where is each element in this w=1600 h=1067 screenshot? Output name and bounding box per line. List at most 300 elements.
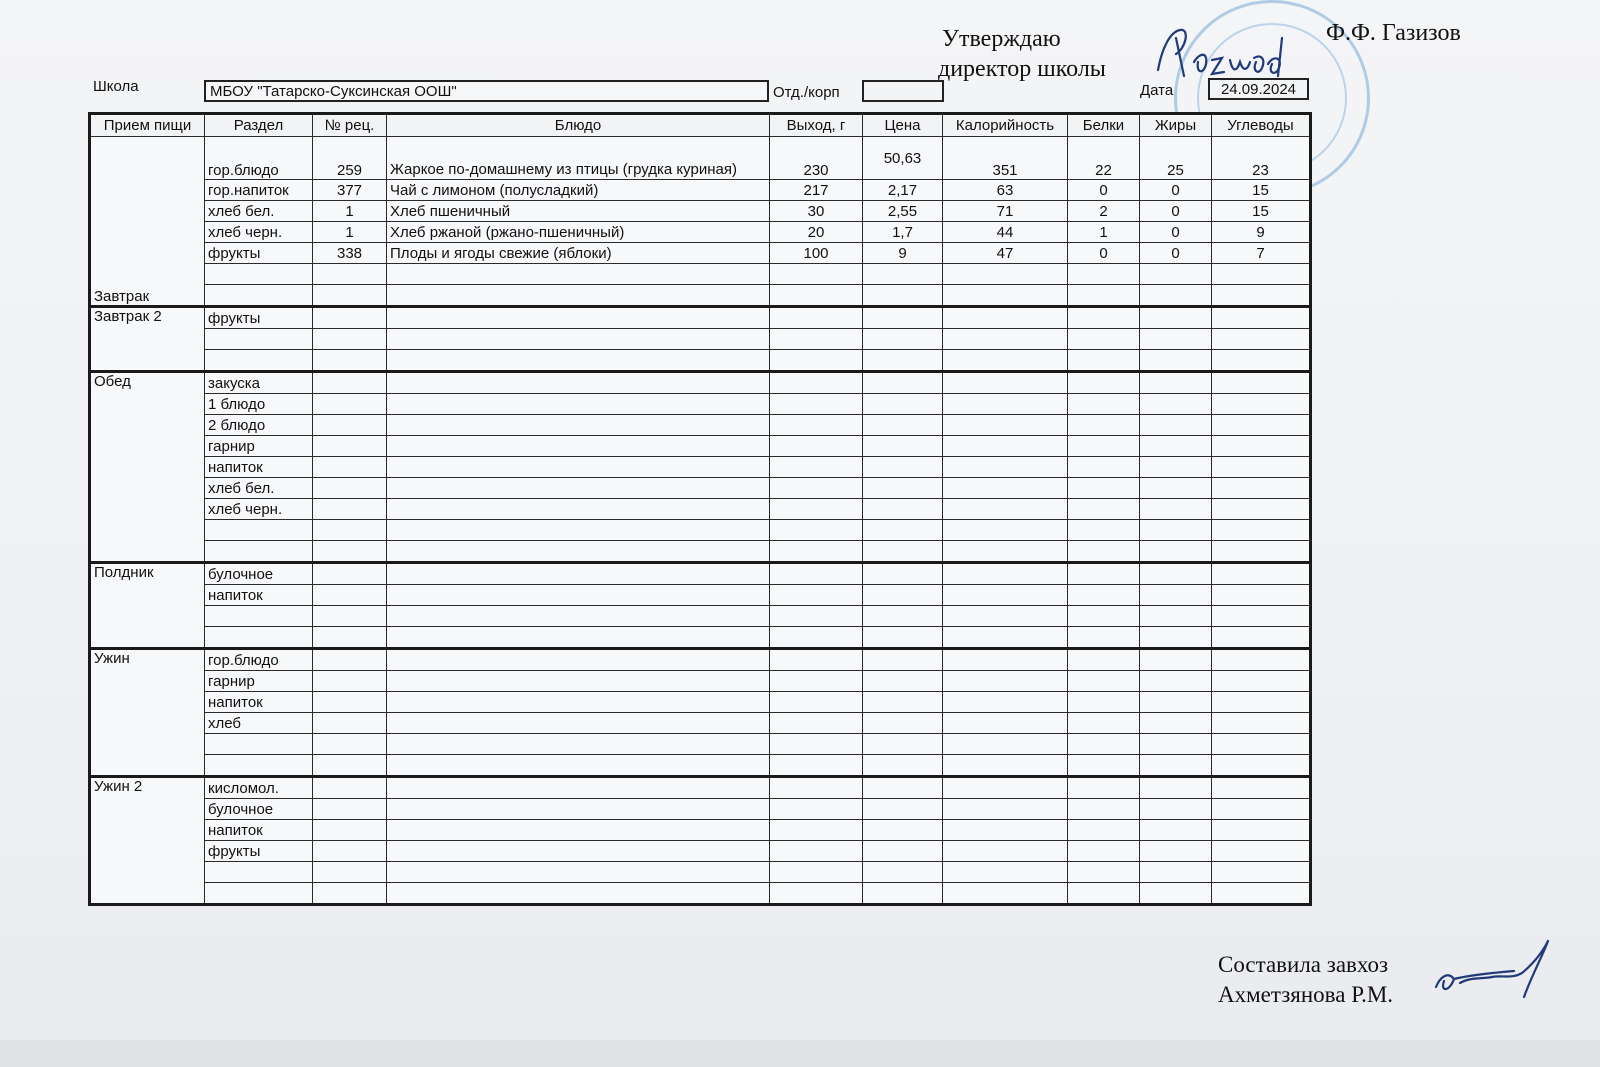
cell-protein: [1068, 457, 1140, 478]
cell-price: [863, 799, 943, 820]
table-row: [90, 222, 1311, 243]
cell-yield: [770, 457, 863, 478]
cell-protein: [1068, 394, 1140, 415]
cell-fat: [1140, 799, 1212, 820]
cell-section: хлеб бел.: [205, 201, 313, 222]
cell-price: [863, 372, 943, 394]
cell-protein: [1068, 671, 1140, 692]
header-recipe: № рец.: [313, 114, 387, 137]
cell-dish: [387, 820, 770, 841]
cell-yield: [770, 285, 863, 307]
cell-protein: [1068, 713, 1140, 734]
cell-recipe: [313, 350, 387, 372]
cell-yield: [770, 734, 863, 755]
compiler-name: Ахметзянова Р.М.: [1218, 982, 1394, 1007]
cell-fat: [1140, 394, 1212, 415]
cell-section: [205, 862, 313, 883]
cell-recipe: [313, 394, 387, 415]
cell-yield: [770, 585, 863, 606]
meal-name-cell: Полдник: [90, 563, 205, 649]
table-row: [90, 285, 1311, 307]
cell-protein: [1068, 415, 1140, 436]
compiler-signature: [1430, 935, 1560, 1005]
cell-dish: [387, 415, 770, 436]
cell-dish: [387, 585, 770, 606]
cell-yield: [770, 883, 863, 905]
cell-carbs: [1212, 627, 1311, 649]
cell-section: [205, 285, 313, 307]
cell-recipe: [313, 627, 387, 649]
cell-carbs: [1212, 520, 1311, 541]
cell-section: гор.напиток: [205, 180, 313, 201]
cell-fat: [1140, 350, 1212, 372]
cell-recipe: [313, 585, 387, 606]
cell-price: [863, 457, 943, 478]
cell-carbs: [1212, 841, 1311, 862]
cell-recipe: [313, 649, 387, 671]
cell-kcal: 44: [943, 222, 1068, 243]
cell-section: [205, 883, 313, 905]
cell-fat: 0: [1140, 222, 1212, 243]
cell-carbs: 9: [1212, 222, 1311, 243]
cell-recipe: [313, 777, 387, 799]
meal-name-cell: Ужин: [90, 649, 205, 777]
cell-kcal: [943, 862, 1068, 883]
header-meal: Прием пищи: [90, 114, 205, 137]
cell-kcal: [943, 713, 1068, 734]
cell-carbs: [1212, 606, 1311, 627]
cell-dish: [387, 671, 770, 692]
cell-yield: [770, 627, 863, 649]
cell-kcal: [943, 563, 1068, 585]
cell-section: хлеб: [205, 713, 313, 734]
header-yield: Выход, г: [770, 114, 863, 137]
cell-fat: [1140, 285, 1212, 307]
cell-fat: [1140, 820, 1212, 841]
cell-kcal: [943, 627, 1068, 649]
cell-section: напиток: [205, 585, 313, 606]
cell-dish: [387, 734, 770, 755]
table-row: [90, 606, 1311, 627]
cell-carbs: [1212, 478, 1311, 499]
cell-dish: [387, 436, 770, 457]
approval-name: Ф.Ф. Газизов: [1326, 20, 1461, 46]
table-row: [90, 692, 1311, 713]
cell-carbs: [1212, 350, 1311, 372]
cell-fat: [1140, 862, 1212, 883]
cell-yield: [770, 563, 863, 585]
cell-section: гарнир: [205, 671, 313, 692]
cell-carbs: [1212, 264, 1311, 285]
cell-protein: [1068, 329, 1140, 350]
cell-price: [863, 755, 943, 777]
cell-section: булочное: [205, 799, 313, 820]
cell-kcal: [943, 777, 1068, 799]
cell-yield: [770, 350, 863, 372]
cell-section: [205, 627, 313, 649]
cell-protein: [1068, 841, 1140, 862]
cell-recipe: [313, 862, 387, 883]
cell-fat: [1140, 734, 1212, 755]
table-row: [90, 499, 1311, 520]
cell-fat: [1140, 777, 1212, 799]
cell-carbs: 15: [1212, 201, 1311, 222]
cell-fat: [1140, 563, 1212, 585]
table-row: [90, 734, 1311, 755]
cell-price: [863, 285, 943, 307]
cell-kcal: 63: [943, 180, 1068, 201]
cell-fat: [1140, 478, 1212, 499]
cell-price: [863, 585, 943, 606]
cell-carbs: 23: [1212, 137, 1311, 180]
cell-kcal: [943, 329, 1068, 350]
cell-dish: [387, 799, 770, 820]
cell-section: [205, 734, 313, 755]
cell-yield: [770, 415, 863, 436]
cell-recipe: 338: [313, 243, 387, 264]
header-section: Раздел: [205, 114, 313, 137]
cell-yield: 230: [770, 137, 863, 180]
cell-price: [863, 692, 943, 713]
table-row: [90, 585, 1311, 606]
cell-recipe: [313, 841, 387, 862]
cell-carbs: [1212, 713, 1311, 734]
cell-kcal: [943, 372, 1068, 394]
table-row: [90, 350, 1311, 372]
cell-carbs: [1212, 541, 1311, 563]
cell-protein: [1068, 799, 1140, 820]
table-row: [90, 243, 1311, 264]
header-dish: Блюдо: [387, 114, 770, 137]
cell-recipe: [313, 329, 387, 350]
table-row: [90, 329, 1311, 350]
cell-protein: [1068, 627, 1140, 649]
cell-protein: [1068, 883, 1140, 905]
cell-kcal: [943, 436, 1068, 457]
cell-dish: [387, 307, 770, 329]
cell-fat: [1140, 649, 1212, 671]
table-row: [90, 671, 1311, 692]
cell-protein: [1068, 520, 1140, 541]
cell-dish: [387, 457, 770, 478]
cell-fat: [1140, 372, 1212, 394]
cell-fat: [1140, 585, 1212, 606]
cell-yield: [770, 820, 863, 841]
cell-yield: [770, 671, 863, 692]
cell-fat: 0: [1140, 180, 1212, 201]
cell-section: кисломол.: [205, 777, 313, 799]
cell-dish: [387, 329, 770, 350]
cell-price: [863, 883, 943, 905]
table-row: [90, 394, 1311, 415]
cell-protein: [1068, 436, 1140, 457]
cell-yield: [770, 755, 863, 777]
cell-section: напиток: [205, 820, 313, 841]
cell-recipe: [313, 563, 387, 585]
meal-name-cell: Завтрак: [90, 137, 205, 307]
cell-section: [205, 329, 313, 350]
cell-protein: [1068, 478, 1140, 499]
cell-section: гор.блюдо: [205, 137, 313, 180]
cell-dish: [387, 394, 770, 415]
cell-carbs: 7: [1212, 243, 1311, 264]
cell-carbs: [1212, 883, 1311, 905]
cell-recipe: 1: [313, 222, 387, 243]
cell-price: [863, 520, 943, 541]
cell-fat: [1140, 713, 1212, 734]
date-label: Дата: [1140, 82, 1174, 99]
cell-fat: 0: [1140, 201, 1212, 222]
cell-carbs: [1212, 499, 1311, 520]
cell-kcal: [943, 585, 1068, 606]
cell-yield: [770, 692, 863, 713]
table-row: [90, 201, 1311, 222]
cell-dish: [387, 350, 770, 372]
cell-price: [863, 671, 943, 692]
cell-yield: [770, 478, 863, 499]
cell-fat: [1140, 541, 1212, 563]
cell-carbs: [1212, 394, 1311, 415]
cell-dish: [387, 563, 770, 585]
cell-price: [863, 777, 943, 799]
table-row: [90, 820, 1311, 841]
cell-dish: [387, 285, 770, 307]
cell-section: [205, 520, 313, 541]
cell-price: 1,7: [863, 222, 943, 243]
cell-price: 50,63: [863, 137, 943, 180]
cell-price: [863, 627, 943, 649]
cell-kcal: [943, 734, 1068, 755]
cell-dish: [387, 264, 770, 285]
cell-carbs: [1212, 372, 1311, 394]
cell-kcal: [943, 606, 1068, 627]
cell-recipe: [313, 478, 387, 499]
cell-section: [205, 541, 313, 563]
cell-kcal: [943, 264, 1068, 285]
cell-recipe: [313, 457, 387, 478]
cell-dish: [387, 862, 770, 883]
cell-protein: [1068, 755, 1140, 777]
cell-price: [863, 394, 943, 415]
cell-kcal: [943, 520, 1068, 541]
cell-protein: [1068, 372, 1140, 394]
cell-price: [863, 820, 943, 841]
cell-kcal: [943, 692, 1068, 713]
cell-section: напиток: [205, 457, 313, 478]
cell-carbs: [1212, 436, 1311, 457]
cell-carbs: [1212, 799, 1311, 820]
table-row: [90, 541, 1311, 563]
cell-fat: [1140, 755, 1212, 777]
table-row: [90, 307, 1311, 329]
cell-yield: [770, 649, 863, 671]
table-row: [90, 563, 1311, 585]
cell-protein: [1068, 499, 1140, 520]
cell-yield: [770, 307, 863, 329]
cell-protein: 22: [1068, 137, 1140, 180]
cell-protein: 0: [1068, 180, 1140, 201]
cell-price: 2,55: [863, 201, 943, 222]
cell-yield: [770, 862, 863, 883]
cell-kcal: 47: [943, 243, 1068, 264]
cell-carbs: [1212, 457, 1311, 478]
cell-kcal: [943, 755, 1068, 777]
cell-kcal: [943, 499, 1068, 520]
cell-carbs: [1212, 585, 1311, 606]
cell-section: хлеб бел.: [205, 478, 313, 499]
approval-role: директор школы: [938, 56, 1106, 82]
cell-protein: 2: [1068, 201, 1140, 222]
dept-label: Отд./корп: [773, 84, 840, 101]
cell-kcal: [943, 820, 1068, 841]
cell-fat: [1140, 329, 1212, 350]
cell-protein: [1068, 541, 1140, 563]
cell-price: [863, 713, 943, 734]
cell-dish: [387, 883, 770, 905]
table-row: [90, 755, 1311, 777]
cell-recipe: [313, 671, 387, 692]
cell-fat: [1140, 606, 1212, 627]
cell-recipe: [313, 820, 387, 841]
cell-carbs: [1212, 649, 1311, 671]
cell-price: [863, 541, 943, 563]
cell-recipe: [313, 499, 387, 520]
cell-section: булочное: [205, 563, 313, 585]
table-row: [90, 841, 1311, 862]
cell-section: [205, 350, 313, 372]
cell-dish: [387, 478, 770, 499]
cell-kcal: [943, 799, 1068, 820]
cell-price: [863, 415, 943, 436]
cell-price: 2,17: [863, 180, 943, 201]
cell-recipe: 377: [313, 180, 387, 201]
approval-title: Утверждаю: [942, 26, 1061, 52]
cell-yield: [770, 372, 863, 394]
cell-section: [205, 755, 313, 777]
cell-kcal: 71: [943, 201, 1068, 222]
cell-dish: Жаркое по-домашнему из птицы (грудка куриная): [387, 137, 770, 180]
cell-section: [205, 264, 313, 285]
cell-yield: 20: [770, 222, 863, 243]
cell-recipe: [313, 307, 387, 329]
date-field[interactable]: 24.09.2024: [1208, 78, 1309, 100]
cell-dish: [387, 755, 770, 777]
cell-yield: [770, 541, 863, 563]
cell-fat: [1140, 841, 1212, 862]
cell-dish: [387, 627, 770, 649]
cell-protein: [1068, 307, 1140, 329]
cell-dish: Хлеб ржаной (ржано-пшеничный): [387, 222, 770, 243]
cell-kcal: [943, 841, 1068, 862]
header-protein: Белки: [1068, 114, 1140, 137]
cell-recipe: [313, 285, 387, 307]
table-row: [90, 478, 1311, 499]
cell-price: [863, 478, 943, 499]
cell-dish: [387, 541, 770, 563]
cell-dish: [387, 606, 770, 627]
cell-kcal: [943, 541, 1068, 563]
cell-kcal: [943, 307, 1068, 329]
cell-dish: [387, 372, 770, 394]
table-row: [90, 520, 1311, 541]
cell-price: [863, 734, 943, 755]
cell-fat: [1140, 457, 1212, 478]
cell-protein: [1068, 563, 1140, 585]
table-row: [90, 862, 1311, 883]
cell-recipe: 259: [313, 137, 387, 180]
cell-dish: [387, 499, 770, 520]
cell-fat: [1140, 627, 1212, 649]
cell-price: [863, 350, 943, 372]
cell-fat: [1140, 307, 1212, 329]
table-row: [90, 137, 1311, 180]
cell-section: закуска: [205, 372, 313, 394]
cell-recipe: [313, 755, 387, 777]
table-row: [90, 627, 1311, 649]
cell-kcal: 351: [943, 137, 1068, 180]
meal-name-cell: Ужин 2: [90, 777, 205, 905]
cell-kcal: [943, 394, 1068, 415]
cell-carbs: [1212, 671, 1311, 692]
cell-yield: 217: [770, 180, 863, 201]
cell-dish: [387, 841, 770, 862]
cell-kcal: [943, 415, 1068, 436]
cell-price: [863, 606, 943, 627]
cell-kcal: [943, 671, 1068, 692]
cell-fat: [1140, 671, 1212, 692]
table-row: [90, 180, 1311, 201]
header-fat: Жиры: [1140, 114, 1212, 137]
table-row: [90, 649, 1311, 671]
cell-recipe: [313, 799, 387, 820]
cell-recipe: [313, 415, 387, 436]
cell-yield: [770, 713, 863, 734]
cell-carbs: [1212, 415, 1311, 436]
school-field[interactable]: МБОУ "Татарско-Суксинская ООШ": [204, 80, 769, 102]
cell-recipe: [313, 606, 387, 627]
cell-recipe: [313, 713, 387, 734]
cell-protein: [1068, 649, 1140, 671]
cell-yield: [770, 264, 863, 285]
cell-recipe: 1: [313, 201, 387, 222]
menu-table: [88, 112, 1312, 906]
meal-name-cell: Обед: [90, 372, 205, 563]
cell-protein: [1068, 264, 1140, 285]
table-header-row: [90, 114, 1311, 137]
cell-dish: Плоды и ягоды свежие (яблоки): [387, 243, 770, 264]
cell-kcal: [943, 883, 1068, 905]
cell-carbs: [1212, 862, 1311, 883]
header-carbs: Углеводы: [1212, 114, 1311, 137]
dept-field[interactable]: [862, 80, 944, 102]
cell-yield: 30: [770, 201, 863, 222]
cell-carbs: [1212, 692, 1311, 713]
cell-kcal: [943, 478, 1068, 499]
cell-dish: [387, 713, 770, 734]
cell-section: хлеб черн.: [205, 499, 313, 520]
cell-kcal: [943, 285, 1068, 307]
cell-price: 9: [863, 243, 943, 264]
cell-fat: [1140, 415, 1212, 436]
cell-yield: [770, 436, 863, 457]
cell-dish: [387, 649, 770, 671]
cell-yield: [770, 394, 863, 415]
cell-price: [863, 499, 943, 520]
cell-fat: [1140, 520, 1212, 541]
cell-kcal: [943, 457, 1068, 478]
cell-section: 1 блюдо: [205, 394, 313, 415]
cell-dish: [387, 520, 770, 541]
